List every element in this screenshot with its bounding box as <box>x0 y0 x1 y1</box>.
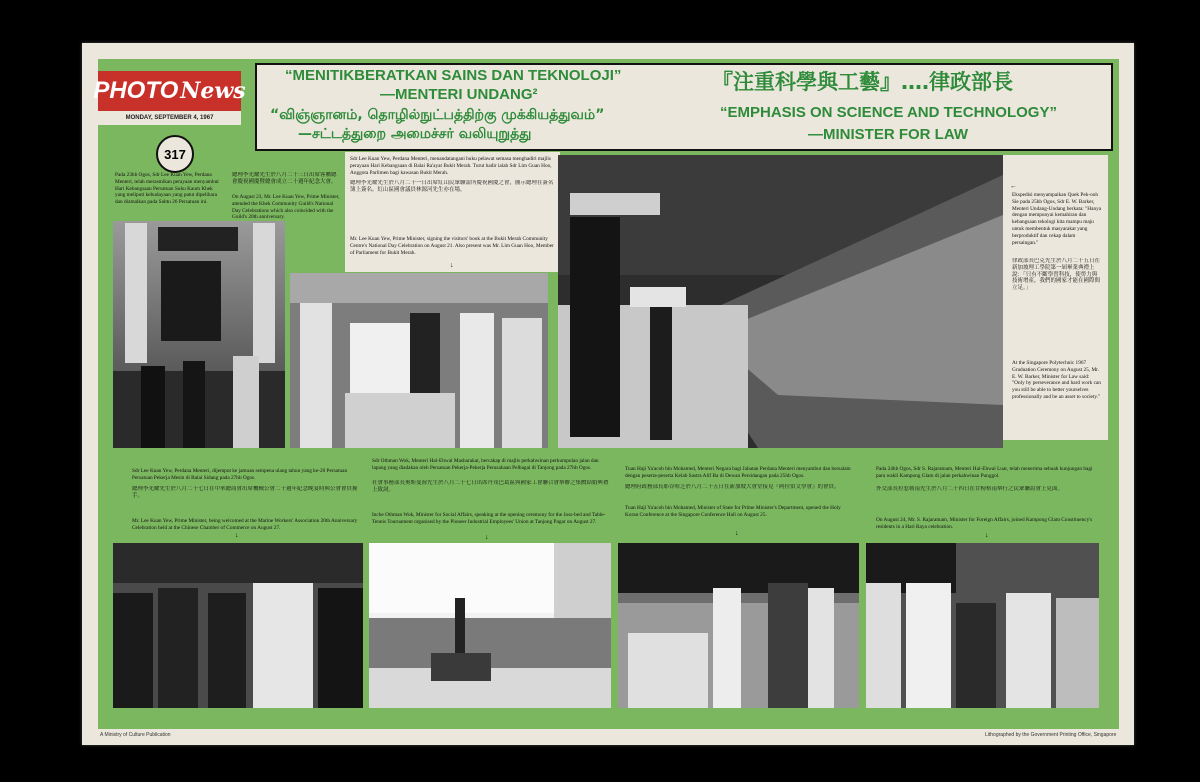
headline-malay: “MENITIKBERATKAN SAINS DAN TEKNOLOJI” <box>285 67 622 84</box>
caption-6-chinese: 總理府政務部長耶谷哈芝於八月二十五日在新加坡大會堂接見『阿拉伯文學會』的會員。 <box>625 484 840 490</box>
caption-1-english: On August 23, Mr. Lee Kuan Yew, Prime Minister, attended the Khek Community Guild's National Day Celebrations which also coincided with the Guild's 20th anniversary. <box>232 194 340 220</box>
headline-malay-byline: —MENTERI UNDANG² <box>380 86 538 103</box>
headline-chinese: 『注重科學與工藝』‥‥律政部長 <box>712 70 1014 94</box>
photo-marine-workers <box>113 543 363 708</box>
photo-khek-guild <box>113 221 285 448</box>
caption-1-malay: Pada 23hb Ogos, Sdr Lee Kuan Yew, Perdana Menteri, telah merasmikan perayaan menyambut Hari Kebangsaan Persatuan Suku Kaum Khek yang meliputi kebudayaan yang patut dipelihara dan diamalkan pada Sabtu 26 Persatuan ini. <box>115 172 219 206</box>
caption-2-chinese: 總理李光耀先生於八月二十一日出席紅山民眾聯誼所慶祝國慶之會，圖示總理在簽名簿上簽名。紅山區國會議員林源河先生亦在場。 <box>350 180 554 193</box>
caption-2-english: Mr. Lee Kuan Yew, Prime Minister, signing the visitors' book at the Bukit Merah Community Centre's National Day Celebration on August 21. Also present was Mr. Lim Guan Hoo, Member of Parliament for Bukit Merah. <box>350 236 554 256</box>
caption-4-chinese: 總理李光耀先生於八月二十七日在中華總商會出席機械公會二十週年紀念晚宴時與公會會員握手。 <box>132 486 358 499</box>
caption-4-malay: Sdr Lee Kuan Yew, Perdana Menteri, dijemput ke jamuan sempena ulang tahun yang ke-20 Persatuan Persatuan Pekerja Mesin di Balai Sidang pada 27hb Ogos. <box>132 468 348 481</box>
caption-3-english: At the Singapore Polytechnic 1967 Graduation Ceremony on August 25, Mr. E. W. Barker, Minister for Law said: "Only by perseverance and hard work can you still be able to better yourselves professionally and be an asset to society." <box>1012 360 1101 400</box>
caption-2-arrow: ↓ <box>450 262 454 269</box>
footer-printer: Lithographed by the Government Printing Office, Singapore <box>985 732 1117 738</box>
caption-6-english: Tuan Haji Ya'acob bin Mohamed, Minister of State for Prime Minister's Department, opened the Holy Koran Conference at the Singapore Conference Hall on August 25. <box>625 505 841 518</box>
photo-news-logo <box>93 71 246 125</box>
photo-koran-conference <box>618 543 859 708</box>
photo-tournament-opening <box>369 543 611 708</box>
logo-photo-text: PHOTO <box>93 77 179 104</box>
photo-kampong-glam <box>866 543 1099 708</box>
caption-3-malay: Ekspedisi menyampaikan Quek Pek-ooh Sie pada 25hb Ogos, Sdr E. W. Barker, Menteri Undang-Undang berkata: "Hanya dengan mempunyai kemahiran dan kebangsaan tekologi kita mampu maju untuk membentuk masyarakat yang berproduktif dan cekap dalam persaingan." <box>1012 192 1102 246</box>
caption-7-chinese: 外交部長拉惹勒南先生於八月二十四日在甘榜格南舉行之民眾聯誼會上見面。 <box>876 486 1064 492</box>
caption-6-arrow: ↓ <box>735 530 739 537</box>
caption-3-chinese: 律政部長巴克先生於八月二十五日在新加坡理工學院第一屆畢業典禮上說：「只有不斷學習科技，使勞力與技術增產，我們的國家才能在國際間立足。」 <box>1012 258 1101 292</box>
headline-english-byline: —MINISTER FOR LAW <box>808 126 968 143</box>
caption-1-chinese: 總理李光耀先生於八月二十三日出席客屬總會慶祝國慶暨總會成立二十週年紀念大會。 <box>232 172 337 185</box>
photo-visitors-book <box>290 273 548 448</box>
issue-date: MONDAY, SEPTEMBER 4, 1967 <box>98 111 241 125</box>
caption-5-chinese: 社會事務部長奧斯曼渥先生於八月二十七日出席丹戎巴葛區與國家工會聯合會舉辦之集體結婚典禮上致詞。 <box>372 480 609 493</box>
headline-tamil-byline: —சட்டத்துறை அமைச்சர் வலியுறுத்து <box>298 126 532 142</box>
logo-news-text: News <box>180 78 246 104</box>
caption-7-arrow: ↓ <box>985 532 989 539</box>
caption-7-english: On August 24, Mr. S. Rajaratnam, Minister for Foreign Affairs, joined Kampong Glam Constituency's residents in a Hari Raya celebration. <box>876 517 1093 530</box>
caption-6-malay: Tuan Haji Ya'acob bin Mohamed, Menteri Negara bagi Jabatan Perdana Menteri menyambut dan bersalam dengan peserta-peserta Kelab Sastra Alif Ba di Dewan Persidangan pada 25hb Ogos. <box>625 466 851 479</box>
caption-2-malay: Sdr Lee Kuan Yew, Perdana Menteri, menandatangani buku pelawat semasa menghadiri majlis perayaan Hari Kebangsaan di Balai Ra'ayat Bukit Merah. Turut hadir ialah Sdr Lim Guan Hoo, Anggota Parlimen bagi kawasan Bukit Merah. <box>350 156 552 176</box>
footer-publisher: A Ministry of Culture Publication <box>100 732 171 738</box>
headline-tamil: “விஞ்ஞானம், தொழில்நுட்பத்திற்கு முக்கியத்துவம்” <box>270 107 605 123</box>
headline-english: “EMPHASIS ON SCIENCE AND TECHNOLOGY” <box>720 104 1057 121</box>
caption-3-arrow: ← <box>1010 183 1017 190</box>
caption-5-malay: Sdr Othman Wok, Menteri Hal-Ehwal Masharakat, bercakap di majlis perkahwinan perkumpulan jalan dan lapang yang diadakan oleh Persatuan Pekerja-Pekerja Perusahaan Pelbagai di Tanjong pada 27hb Ogos. <box>372 458 599 471</box>
caption-5-arrow: ↓ <box>485 534 489 541</box>
photo-polytechnic-graduation <box>558 155 1003 448</box>
caption-7-malay: Pada 24hb Ogos, Sdr S. Rajaratnam, Menteri Hal-Ehwal Luar, telah menerima sebuah kunjungan bagi para wakil Kampong Glam di jalan perkahwinan Punggol. <box>876 466 1093 479</box>
caption-4-english: Mr. Lee Kuan Yew, Prime Minister, being welcomed at the Marine Workers' Association 20th Anniversary Celebration held at the Chinese Chamber of Commerce on August 27. <box>132 518 358 531</box>
caption-4-arrow: ↓ <box>235 532 239 539</box>
caption-5-english: Inche Othman Wok, Minister for Social Affairs, speaking at the opening ceremony for the Joss-bed and Table-Tennis Tournament organised by the Pioneer Industrial Employees' Union at Tanjong Pagar on August 27. <box>372 512 606 525</box>
issue-number-badge: 317 <box>156 135 194 173</box>
